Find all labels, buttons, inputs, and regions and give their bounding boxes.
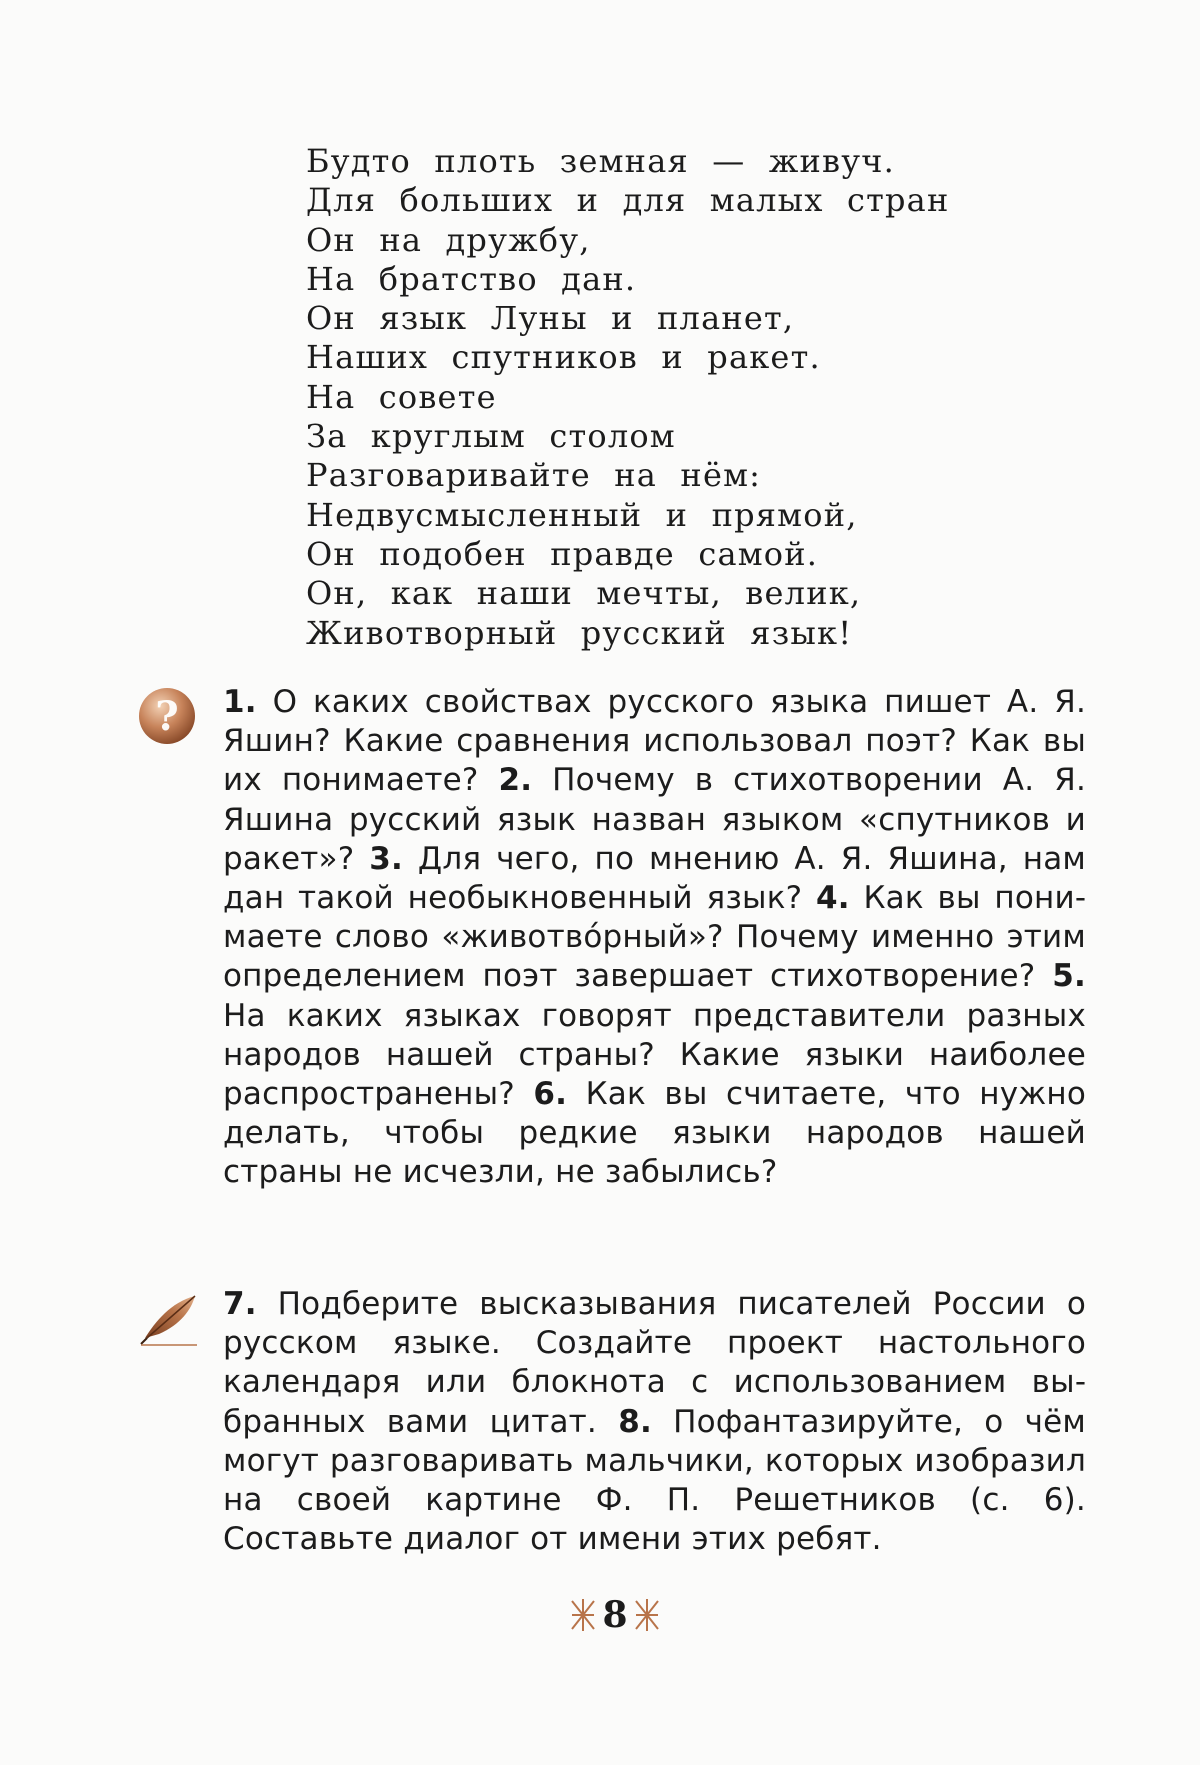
quill-feather-icon bbox=[137, 1292, 201, 1348]
poem-line: Наших спутников и ракет. bbox=[306, 338, 821, 377]
poem-line: За круглым столом bbox=[306, 417, 676, 456]
poem-line: Он язык Луны и планет, bbox=[306, 299, 795, 338]
ornament-icon bbox=[632, 1595, 662, 1635]
poem-line: Он на дружбу, bbox=[306, 220, 591, 259]
question-text: Как вы понимаете слово «животво́рный»? Почему именно этим определением поэт завершает стихотворение? bbox=[223, 880, 1086, 995]
poem-line: Недвусмысленный и прямой, bbox=[306, 495, 858, 534]
question-text: Для чего, по мнению А. Я. Яшина, нам дан такой необыкновенный язык? bbox=[223, 840, 1087, 917]
questions-block bbox=[223, 683, 1086, 1193]
poem bbox=[306, 142, 949, 653]
page-number: 8 bbox=[602, 1594, 628, 1636]
question-mark-icon bbox=[137, 686, 197, 746]
question-number: 4. bbox=[816, 880, 850, 917]
page-footer bbox=[560, 1592, 670, 1638]
poem-line: Для больших и для малых стран bbox=[306, 181, 950, 220]
poem-line: Животворный русский язык! bbox=[306, 613, 853, 652]
poem-line: На совете bbox=[306, 377, 497, 416]
task-number: 7. bbox=[223, 1286, 257, 1322]
question-number: 1. bbox=[223, 684, 257, 720]
question-text: Как вы считаете, что нужно делать, чтобы редкие языки народов нашей страны не исчезли, не забылись? bbox=[223, 1076, 1087, 1191]
poem-line: На братство дан. bbox=[306, 259, 637, 298]
question-text: Почему в стихотворении А. Я. Яшина русский язык назван языком «спутников и ракет»? bbox=[223, 762, 1086, 877]
ornament-icon bbox=[568, 1595, 598, 1635]
question-text: О каких свойствах русского языка пишет А. Я. Яшин? Какие сравнения использовал поэт? Как вы их понимаете? bbox=[223, 684, 1086, 799]
question-text: На каких языках говорят представители разных народов нашей страны? Какие языки наиболее распространены? bbox=[223, 997, 1086, 1113]
question-number: 3. bbox=[369, 840, 404, 877]
question-number: 2. bbox=[498, 762, 533, 799]
question-number: 5. bbox=[1052, 958, 1086, 995]
poem-line: Разговаривайте на нём: bbox=[306, 456, 762, 495]
poem-line: Будто плоть земная — живуч. bbox=[306, 142, 895, 180]
task-text: Пофантазируйте, о чём могут разговаривать мальчики, которых изобразил на своей картине Ф. П. Решетников (с. 6). Составьте диалог от имени этих ребят. bbox=[223, 1403, 1086, 1558]
poem-line: Он, как наши мечты, велик, bbox=[306, 574, 862, 613]
task-number: 8. bbox=[618, 1403, 652, 1440]
poem-line: Он подобен правде самой. bbox=[306, 534, 819, 573]
tasks-block bbox=[223, 1285, 1086, 1559]
question-number: 6. bbox=[533, 1076, 568, 1113]
task-text: Подберите высказывания писателей России о русском языке. Создайте проект настольного календаря или блокнота с использованием выбранных вами цитат. bbox=[223, 1286, 1086, 1440]
svg-text:?: ? bbox=[155, 693, 179, 740]
